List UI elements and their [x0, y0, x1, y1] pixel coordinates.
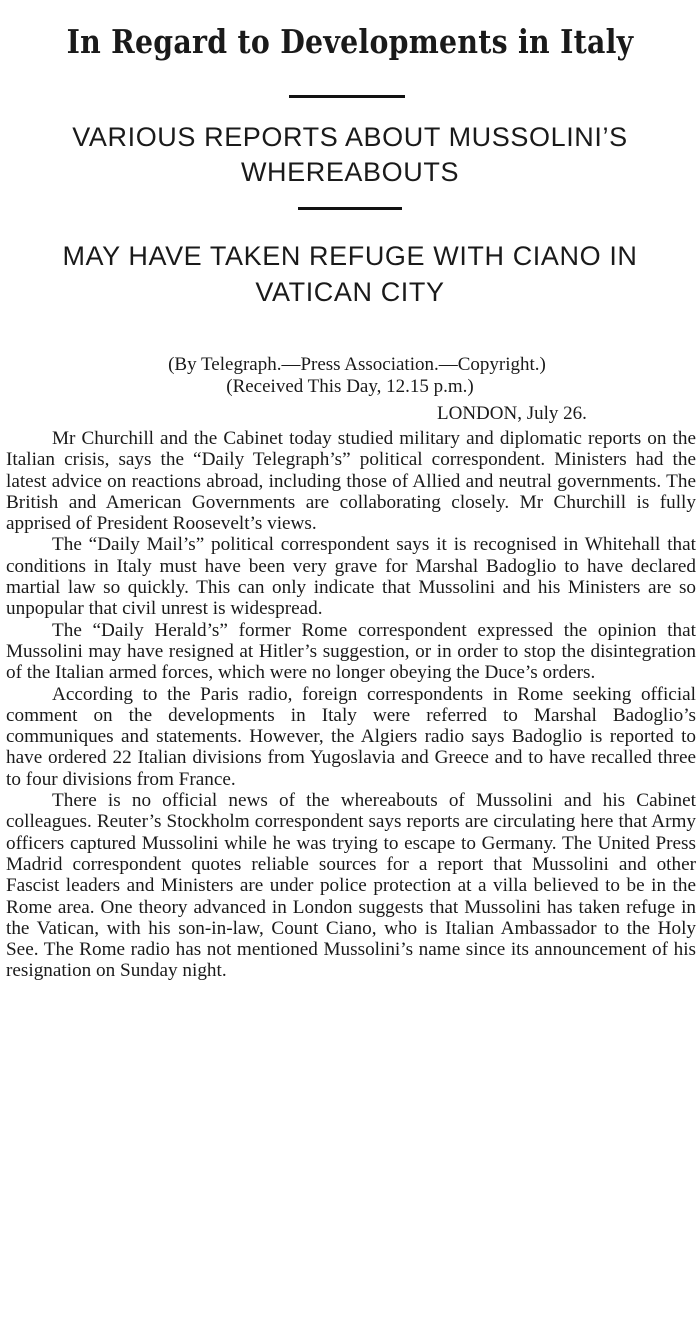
- paragraph: There is no official news of the whereabouts of Mussolini and his Cabinet colleagues. Reuter’s Stockholm correspondent says reports are circulating here that Army officers captured Mussolini while he was trying to escape to Germany. The United Press Madrid correspondent quotes reliable sources for a report that Mussolini and other Fascist leaders and Ministers are under police protection at a villa believed to be in the Rome area. One theory advanced in London suggests that Mussolini has taken refuge in the Vatican, with his son-in-law, Count Ciano, who is Italian Ambassador to the Holy See. The Rome radio has not mentioned Mussolini’s name since its announcement of his resignation on Sunday night.: [6, 790, 696, 982]
- paragraph: The “Daily Herald’s” former Rome correspondent expressed the opinion that Mussolini may have resigned at Hitler’s suggestion, or in order to stop the disintegration of the Italian armed forces, which were no longer obeying the Duce’s orders.: [6, 619, 696, 684]
- divider-rule: [289, 95, 405, 98]
- divider-rule: [298, 207, 402, 210]
- article-body: [6, 428, 696, 982]
- subheadline-primary: VARIOUS REPORTS ABOUT MUSSOLINI’S WHEREABOUTS: [72, 122, 628, 187]
- paragraph: Mr Churchill and the Cabinet today studied military and diplomatic reports on the Italian crisis, says the “Daily Telegraph’s” political correspondent. Ministers had the latest advice on reactions abroad, including those of Allied and neutral governments. The British and American Governments are collaborating closely. Mr Churchill is fully apprised of President Roosevelt’s views.: [6, 428, 696, 535]
- paragraph: According to the Paris radio, foreign correspondents in Rome seeking official comment on the developments in Italy were referred to Marshal Badoglio’s communiques and statements. However, the Algiers radio says Badoglio is reported to have ordered 22 Italian divisions from Yugoslavia and Greece and to have recalled three to four divisions from France.: [6, 683, 696, 790]
- dateline: LONDON, July 26.: [437, 403, 587, 424]
- received-line: (Received This Day, 12.15 p.m.): [226, 376, 474, 397]
- wire-credit: [0, 354, 700, 398]
- subheadline-secondary: MAY HAVE TAKEN REFUGE WITH CIANO IN VATICAN CITY: [62, 241, 638, 307]
- headline: In Regard to Developments in Italy: [66, 22, 634, 61]
- paragraph: The “Daily Mail’s” political correspondent says it is recognised in Whitehall that conditions in Italy must have been very grave for Marshal Badoglio to have declared martial law so quickly. This can only indicate that Mussolini and his Ministers are so unpopular that civil unrest is widespread.: [6, 534, 696, 620]
- credit-line: (By Telegraph.—Press Association.—Copyright.): [168, 354, 546, 375]
